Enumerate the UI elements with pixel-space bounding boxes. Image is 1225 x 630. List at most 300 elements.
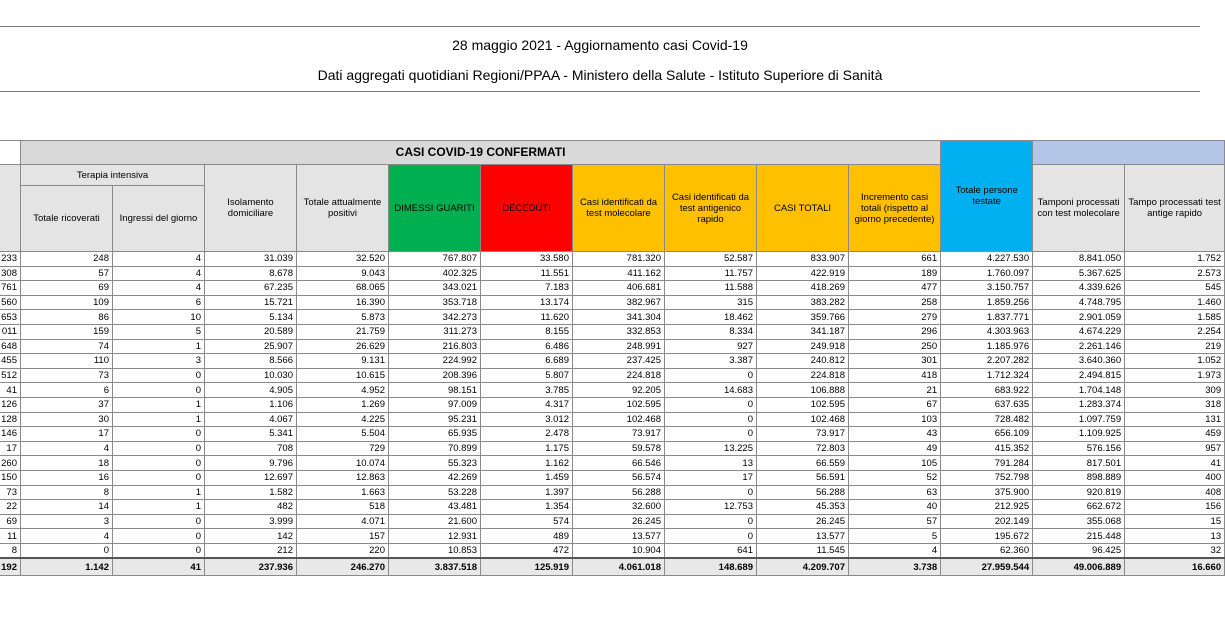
totals-cell: 41 [113,558,205,576]
col-header-tamponi-molecolare: Tamponi processati con test molecolare [1033,165,1125,252]
table-cell: 2.478 [481,427,573,442]
col-header-casi-molecolare: Casi identificati da test molecolare [573,165,665,252]
table-cell: 375.900 [941,485,1033,500]
table-cell: 418.269 [757,281,849,296]
table-cell: 56.288 [573,485,665,500]
table-cell: 0 [665,412,757,427]
table-cell: 12.753 [665,500,757,515]
table-cell: 6 [113,295,205,310]
table-row [0,412,1225,427]
table-cell: 4.067 [205,412,297,427]
table-cell: 215.448 [1033,529,1125,544]
table-cell: 0 [113,514,205,529]
table-cell: 13 [1125,529,1225,544]
totals-cell: 1.142 [21,558,113,576]
table-cell: 1.354 [481,500,573,515]
table-cell: 518 [297,500,389,515]
table-cell: 224.818 [573,368,665,383]
table-cell: 1 [113,339,205,354]
table-cell: 1.052 [1125,354,1225,369]
table-cell: 0 [113,543,205,558]
table-cell: 73 [0,485,21,500]
table-cell: 5.367.625 [1033,266,1125,281]
table-row [0,266,1225,281]
table-row [0,368,1225,383]
table-row [0,281,1225,296]
table-cell: 6.486 [481,339,573,354]
table-cell: 52.587 [665,252,757,267]
table-cell: 15 [1125,514,1225,529]
table-cell: 59.578 [573,441,665,456]
table-cell: 21 [849,383,941,398]
table-cell: 25.907 [205,339,297,354]
table-cell: 662.672 [1033,500,1125,515]
table-cell: 92.205 [573,383,665,398]
table-cell: 1.097.759 [1033,412,1125,427]
table-cell: 1.752 [1125,252,1225,267]
table-cell: 146 [0,427,21,442]
table-cell: 53.228 [389,485,481,500]
table-cell: 8.566 [205,354,297,369]
table-cell: 220 [297,543,389,558]
table-cell: 157 [297,529,389,544]
col-header-first [0,165,21,252]
table-cell: 5.807 [481,368,573,383]
totals-cell: 3.738 [849,558,941,576]
table-cell: 791.284 [941,456,1033,471]
table-cell: 96.425 [1033,543,1125,558]
table-row [0,456,1225,471]
table-cell: 315 [665,295,757,310]
table-row [0,339,1225,354]
table-cell: 40 [849,500,941,515]
table-cell: 102.595 [757,397,849,412]
table-cell: 56.574 [573,470,665,485]
table-cell: 13.225 [665,441,757,456]
table-cell: 26.245 [573,514,665,529]
table-cell: 69 [21,281,113,296]
table-row [0,529,1225,544]
table-cell: 1.283.374 [1033,397,1125,412]
table-cell: 641 [665,543,757,558]
col-header-tamponi-antigenico: Tampo processati test antige rapido [1125,165,1225,252]
table-cell: 13.577 [573,529,665,544]
header-spacer-right [1033,141,1225,165]
table-cell: 637.635 [941,397,1033,412]
table-cell: 0 [21,543,113,558]
table-cell: 12.697 [205,470,297,485]
report-title: 28 maggio 2021 - Aggiornamento casi Covid-19 [452,37,748,53]
table-cell: 1.837.771 [941,310,1033,325]
table-cell: 233 [0,252,21,267]
table-cell: 224.992 [389,354,481,369]
table-cell: 11.588 [665,281,757,296]
table-cell: 102.595 [573,397,665,412]
table-cell: 4.225 [297,412,389,427]
table-cell: 4.952 [297,383,389,398]
table-cell: 0 [665,427,757,442]
table-cell: 279 [849,310,941,325]
table-cell: 15.721 [205,295,297,310]
table-cell: 729 [297,441,389,456]
table-cell: 10 [113,310,205,325]
table-cell: 248.991 [573,339,665,354]
table-cell: 2.261.146 [1033,339,1125,354]
totals-cell: 246.270 [297,558,389,576]
table-cell: 1 [113,485,205,500]
table-cell: 661 [849,252,941,267]
table-row [0,485,1225,500]
table-cell: 459 [1125,427,1225,442]
table-cell: 32.600 [573,500,665,515]
table-cell: 3.012 [481,412,573,427]
table-cell: 418 [849,368,941,383]
table-cell: 67 [849,397,941,412]
table-cell: 383.282 [757,295,849,310]
table-cell: 1.704.148 [1033,383,1125,398]
table-cell: 545 [1125,281,1225,296]
table-cell: 400 [1125,470,1225,485]
table-cell: 1 [113,500,205,515]
table-cell: 332.853 [573,324,665,339]
table-cell: 1.973 [1125,368,1225,383]
table-cell: 195.672 [941,529,1033,544]
table-cell: 3.785 [481,383,573,398]
table-cell: 5 [113,324,205,339]
table-cell: 16.390 [297,295,389,310]
table-cell: 32 [1125,543,1225,558]
table-cell: 472 [481,543,573,558]
table-row [0,324,1225,339]
table-cell: 0 [665,485,757,500]
totals-cell: 125.919 [481,558,573,576]
table-cell: 5.134 [205,310,297,325]
table-row [0,295,1225,310]
table-cell: 17 [665,470,757,485]
table-cell: 41 [1125,456,1225,471]
table-cell: 42.269 [389,470,481,485]
table-cell: 767.807 [389,252,481,267]
table-cell: 5.504 [297,427,389,442]
table-cell: 355.068 [1033,514,1125,529]
totals-cell: 3.837.518 [389,558,481,576]
table-cell: 240.812 [757,354,849,369]
table-cell: 10.030 [205,368,297,383]
table-cell: 408 [1125,485,1225,500]
report-header [0,26,1200,92]
table-cell: 102.468 [757,412,849,427]
table-cell: 0 [113,427,205,442]
header-spacer-left [0,141,21,165]
table-cell: 260 [0,456,21,471]
table-cell: 219 [1125,339,1225,354]
table-cell: 17 [0,441,21,456]
table-cell: 52 [849,470,941,485]
table-cell: 212 [205,543,297,558]
table-cell: 74 [21,339,113,354]
table-cell: 1.162 [481,456,573,471]
table-cell: 2.207.282 [941,354,1033,369]
totals-cell: 4.209.707 [757,558,849,576]
table-row [0,310,1225,325]
table-cell: 0 [113,441,205,456]
table-cell: 4.748.795 [1033,295,1125,310]
report-subtitle: Dati aggregati quotidiani Regioni/PPAA - Ministero della Salute - Istituto Superiore di Sanità [317,67,883,83]
table-cell: 189 [849,266,941,281]
table-cell: 70.899 [389,441,481,456]
table-cell: 4.317 [481,397,573,412]
table-cell: 2.573 [1125,266,1225,281]
table-cell: 512 [0,368,21,383]
table-cell: 30 [21,412,113,427]
table-cell: 927 [665,339,757,354]
table-cell: 18.462 [665,310,757,325]
table-cell: 6.689 [481,354,573,369]
table-cell: 43.481 [389,500,481,515]
table-cell: 406.681 [573,281,665,296]
table-cell: 0 [113,470,205,485]
table-cell: 13 [665,456,757,471]
table-cell: 22 [0,500,21,515]
table-cell: 18 [21,456,113,471]
table-cell: 202.149 [941,514,1033,529]
totals-cell: 237.936 [205,558,297,576]
table-cell: 128 [0,412,21,427]
table-cell: 3 [113,354,205,369]
table-cell: 7.183 [481,281,573,296]
table-cell: 1.712.324 [941,368,1033,383]
table-cell: 353.718 [389,295,481,310]
table-cell: 411.162 [573,266,665,281]
table-cell: 14.683 [665,383,757,398]
totals-cell: 4.061.018 [573,558,665,576]
table-row [0,470,1225,485]
table-cell: 10.615 [297,368,389,383]
table-cell: 224.818 [757,368,849,383]
table-body [0,252,1225,576]
table-cell: 482 [205,500,297,515]
table-cell: 250 [849,339,941,354]
table-cell: 576.156 [1033,441,1125,456]
table-cell: 237.425 [573,354,665,369]
table-cell: 8.334 [665,324,757,339]
col-header-casi-antigenico: Casi identificati da test antigenico rapido [665,165,757,252]
table-cell: 708 [205,441,297,456]
table-cell: 9.131 [297,354,389,369]
table-cell: 142 [205,529,297,544]
table-cell: 1.269 [297,397,389,412]
table-cell: 68.065 [297,281,389,296]
col-header-totale-positivi: Totale attualmente positivi [297,165,389,252]
col-header-persone: Totale persone testate [941,141,1033,252]
table-cell: 8.678 [205,266,297,281]
totals-cell: 27.959.544 [941,558,1033,576]
table-cell: 343.021 [389,281,481,296]
table-cell: 2.494.815 [1033,368,1125,383]
table-cell: 156 [1125,500,1225,515]
table-cell: 73.917 [757,427,849,442]
table-cell: 415.352 [941,441,1033,456]
col-header-dimessi: DIMESSI GUARITI [389,165,481,252]
group-header-terapia: Terapia intensiva [21,165,205,186]
table-cell: 296 [849,324,941,339]
table-cell: 402.325 [389,266,481,281]
col-header-isolamento: Isolamento domiciliare [205,165,297,252]
table-cell: 560 [0,295,21,310]
table-row [0,514,1225,529]
table-cell: 4.905 [205,383,297,398]
table-cell: 159 [21,324,113,339]
table-cell: 21.759 [297,324,389,339]
table-cell: 11.620 [481,310,573,325]
table-cell: 56.288 [757,485,849,500]
table-cell: 103 [849,412,941,427]
table-cell: 97.009 [389,397,481,412]
table-row [0,397,1225,412]
table-cell: 8 [21,485,113,500]
table-cell: 683.922 [941,383,1033,398]
table-cell: 4 [113,281,205,296]
totals-cell: 49.006.889 [1033,558,1125,576]
col-header-ti-ingressi: Ingressi del giorno [113,186,205,252]
table-cell: 656.109 [941,427,1033,442]
covid-table-container [0,140,1224,610]
table-cell: 2.254 [1125,324,1225,339]
table-cell: 37 [21,397,113,412]
table-cell: 73.917 [573,427,665,442]
table-cell: 489 [481,529,573,544]
table-cell: 41 [0,383,21,398]
table-cell: 781.320 [573,252,665,267]
table-cell: 422.919 [757,266,849,281]
table-cell: 98.151 [389,383,481,398]
table-cell: 382.967 [573,295,665,310]
table-cell: 1 [113,397,205,412]
table-cell: 5 [849,529,941,544]
table-cell: 14 [21,500,113,515]
table-cell: 957 [1125,441,1225,456]
table-cell: 653 [0,310,21,325]
table-cell: 10.853 [389,543,481,558]
table-cell: 208.396 [389,368,481,383]
table-cell: 31.039 [205,252,297,267]
table-cell: 1.397 [481,485,573,500]
table-row [0,441,1225,456]
table-cell: 301 [849,354,941,369]
table-cell: 728.482 [941,412,1033,427]
table-cell: 26.629 [297,339,389,354]
table-cell: 13.174 [481,295,573,310]
table-cell: 258 [849,295,941,310]
table-row [0,427,1225,442]
table-row [0,543,1225,558]
table-cell: 32.520 [297,252,389,267]
table-cell: 248 [21,252,113,267]
table-cell: 308 [0,266,21,281]
table-cell: 833.907 [757,252,849,267]
table-cell: 56.591 [757,470,849,485]
table-cell: 4 [21,529,113,544]
table-cell: 8.155 [481,324,573,339]
table-cell: 4.303.963 [941,324,1033,339]
table-cell: 57 [21,266,113,281]
table-cell: 11 [0,529,21,544]
table-cell: 20.589 [205,324,297,339]
table-cell: 920.819 [1033,485,1125,500]
table-cell: 57 [849,514,941,529]
table-cell: 106.888 [757,383,849,398]
table-cell: 0 [113,456,205,471]
table-cell: 10.074 [297,456,389,471]
table-cell: 9.043 [297,266,389,281]
table-cell: 69 [0,514,21,529]
table-cell: 761 [0,281,21,296]
table-cell: 63 [849,485,941,500]
table-cell: 73 [21,368,113,383]
table-cell: 105 [849,456,941,471]
table-cell: 342.273 [389,310,481,325]
table-cell: 9.796 [205,456,297,471]
table-cell: 3 [21,514,113,529]
table-cell: 43 [849,427,941,442]
table-cell: 5.341 [205,427,297,442]
totals-cell: 16.660 [1125,558,1225,576]
totals-row [0,558,1225,576]
table-cell: 62.360 [941,543,1033,558]
table-cell: 8 [0,543,21,558]
table-row [0,500,1225,515]
table-cell: 1 [113,412,205,427]
table-cell: 11.545 [757,543,849,558]
table-cell: 898.889 [1033,470,1125,485]
table-cell: 4.227.530 [941,252,1033,267]
table-row [0,252,1225,267]
table-cell: 11.551 [481,266,573,281]
table-cell: 21.600 [389,514,481,529]
table-cell: 1.185.976 [941,339,1033,354]
table-cell: 4 [113,266,205,281]
table-cell: 0 [665,514,757,529]
table-cell: 4.674.229 [1033,324,1125,339]
table-cell: 6 [21,383,113,398]
table-cell: 0 [113,529,205,544]
table-cell: 5.873 [297,310,389,325]
table-cell: 55.323 [389,456,481,471]
table-cell: 110 [21,354,113,369]
totals-cell: 192 [0,558,21,576]
table-cell: 817.501 [1033,456,1125,471]
table-cell: 12.863 [297,470,389,485]
table-cell: 216.803 [389,339,481,354]
table-cell: 2.901.059 [1033,310,1125,325]
table-cell: 752.798 [941,470,1033,485]
col-header-deceduti: DECEDUTI [481,165,573,252]
table-cell: 4.339.626 [1033,281,1125,296]
table-cell: 3.999 [205,514,297,529]
table-cell: 1.760.097 [941,266,1033,281]
table-cell: 1.663 [297,485,389,500]
table-cell: 1.459 [481,470,573,485]
table-cell: 212.925 [941,500,1033,515]
table-cell: 33.580 [481,252,573,267]
table-cell: 109 [21,295,113,310]
table-cell: 341.304 [573,310,665,325]
table-cell: 13.577 [757,529,849,544]
table-cell: 309 [1125,383,1225,398]
table-cell: 66.559 [757,456,849,471]
table-cell: 17 [21,427,113,442]
table-cell: 0 [665,397,757,412]
